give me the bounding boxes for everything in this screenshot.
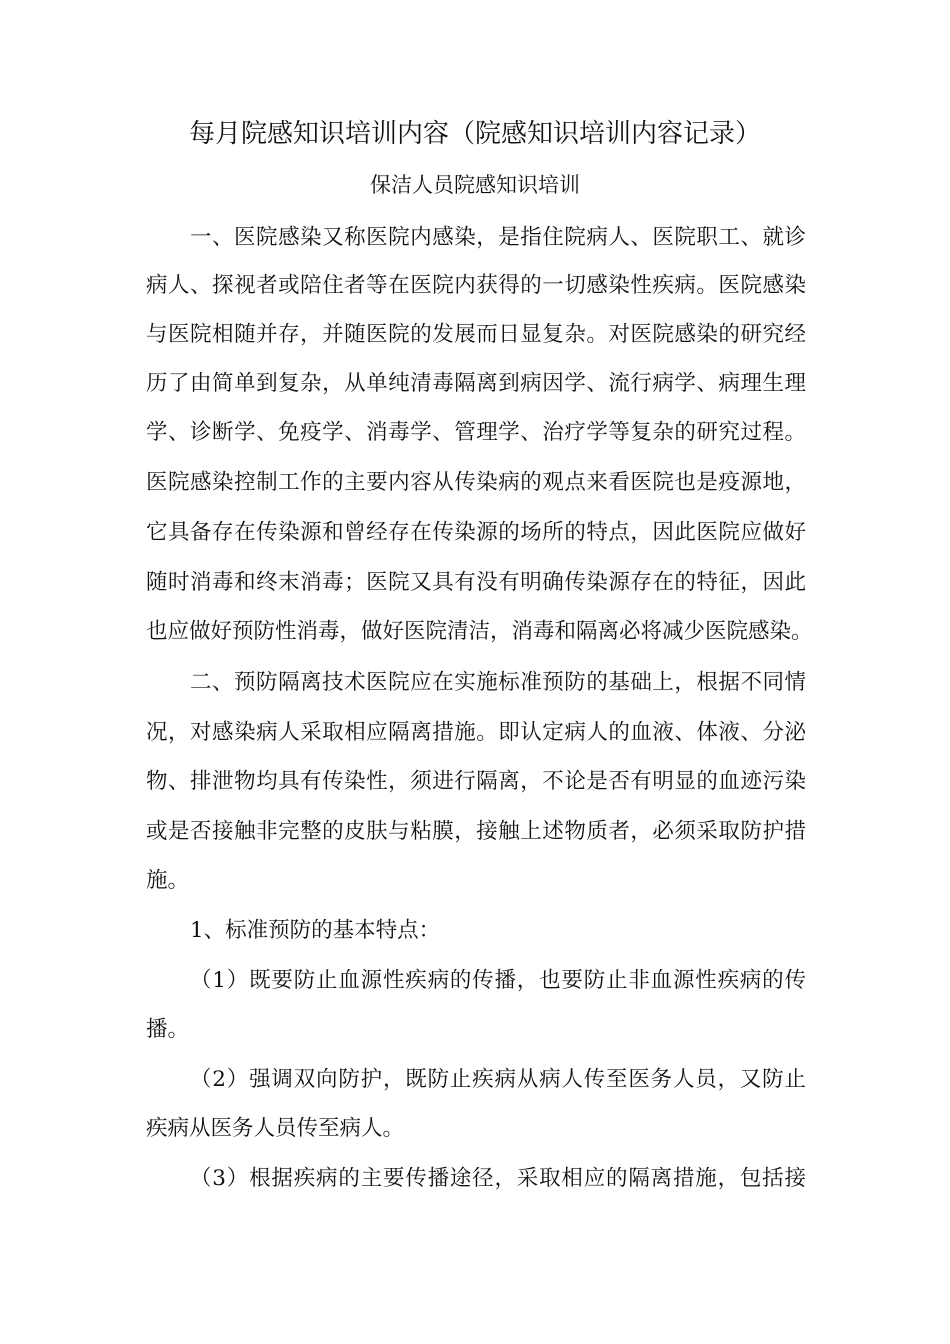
paragraph-1-line-2: 病人、探视者或陪住者等在医院内获得的一切感染性疾病。医院感染: [146, 273, 806, 298]
paragraph-2-line-5: 施。: [146, 868, 190, 893]
paragraph-1-line-1: 一、医院感染又称医院内感染，是指住院病人、医院职工、就诊: [190, 225, 806, 250]
document-subtitle: 保洁人员院感知识培训: [370, 173, 580, 197]
item-2-line-1: （2）强调双向防护，既防止疾病从病人传至医务人员，又防止: [190, 1067, 806, 1092]
paragraph-1-line-9: 也应做好预防性消毒，做好医院清洁，消毒和隔离必将减少医院感染。: [146, 619, 813, 644]
item-1-line-1: （1）既要防止血源性疾病的传播，也要防止非血源性疾病的传: [190, 968, 806, 993]
item-3-line-1: （3）根据疾病的主要传播途径，采取相应的隔离措施，包括接: [190, 1166, 806, 1191]
document-title: 每月院感知识培训内容（院感知识培训内容记录）: [188, 119, 761, 149]
paragraph-2-line-4: 或是否接触非完整的皮肤与粘膜，接触上述物质者，必须采取防护措: [146, 819, 806, 844]
paragraph-1-line-8: 随时消毒和终末消毒；医院又具有没有明确传染源存在的特征，因此: [146, 570, 806, 595]
paragraph-1-line-7: 它具备存在传染源和曾经存在传染源的场所的特点，因此医院应做好: [146, 520, 806, 545]
paragraph-2-line-1: 二、预防隔离技术医院应在实施标准预防的基础上，根据不同情: [190, 670, 806, 695]
section-heading-standard-precautions: 1、标准预防的基本特点：: [190, 918, 441, 943]
item-1-line-2: 播。: [146, 1017, 190, 1042]
paragraph-2-line-3: 物、排泄物均具有传染性，须进行隔离，不论是否有明显的血迹污染: [146, 769, 806, 794]
paragraph-1-line-3: 与医院相随并存，并随医院的发展而日显复杂。对医院感染的研究经: [146, 322, 806, 347]
paragraph-1-line-5: 学、诊断学、免疫学、消毒学、管理学、治疗学等复杂的研究过程。: [146, 420, 806, 445]
item-2-line-2: 疾病从医务人员传至病人。: [146, 1116, 405, 1141]
paragraph-1-line-6: 医院感染控制工作的主要内容从传染病的观点来看医院也是疫源地，: [146, 470, 806, 495]
paragraph-1-line-4: 历了由简单到复杂，从单纯清毒隔离到病因学、流行病学、病理生理: [146, 371, 806, 396]
paragraph-2-line-2: 况，对感染病人采取相应隔离措施。即认定病人的血液、体液、分泌: [146, 720, 806, 745]
